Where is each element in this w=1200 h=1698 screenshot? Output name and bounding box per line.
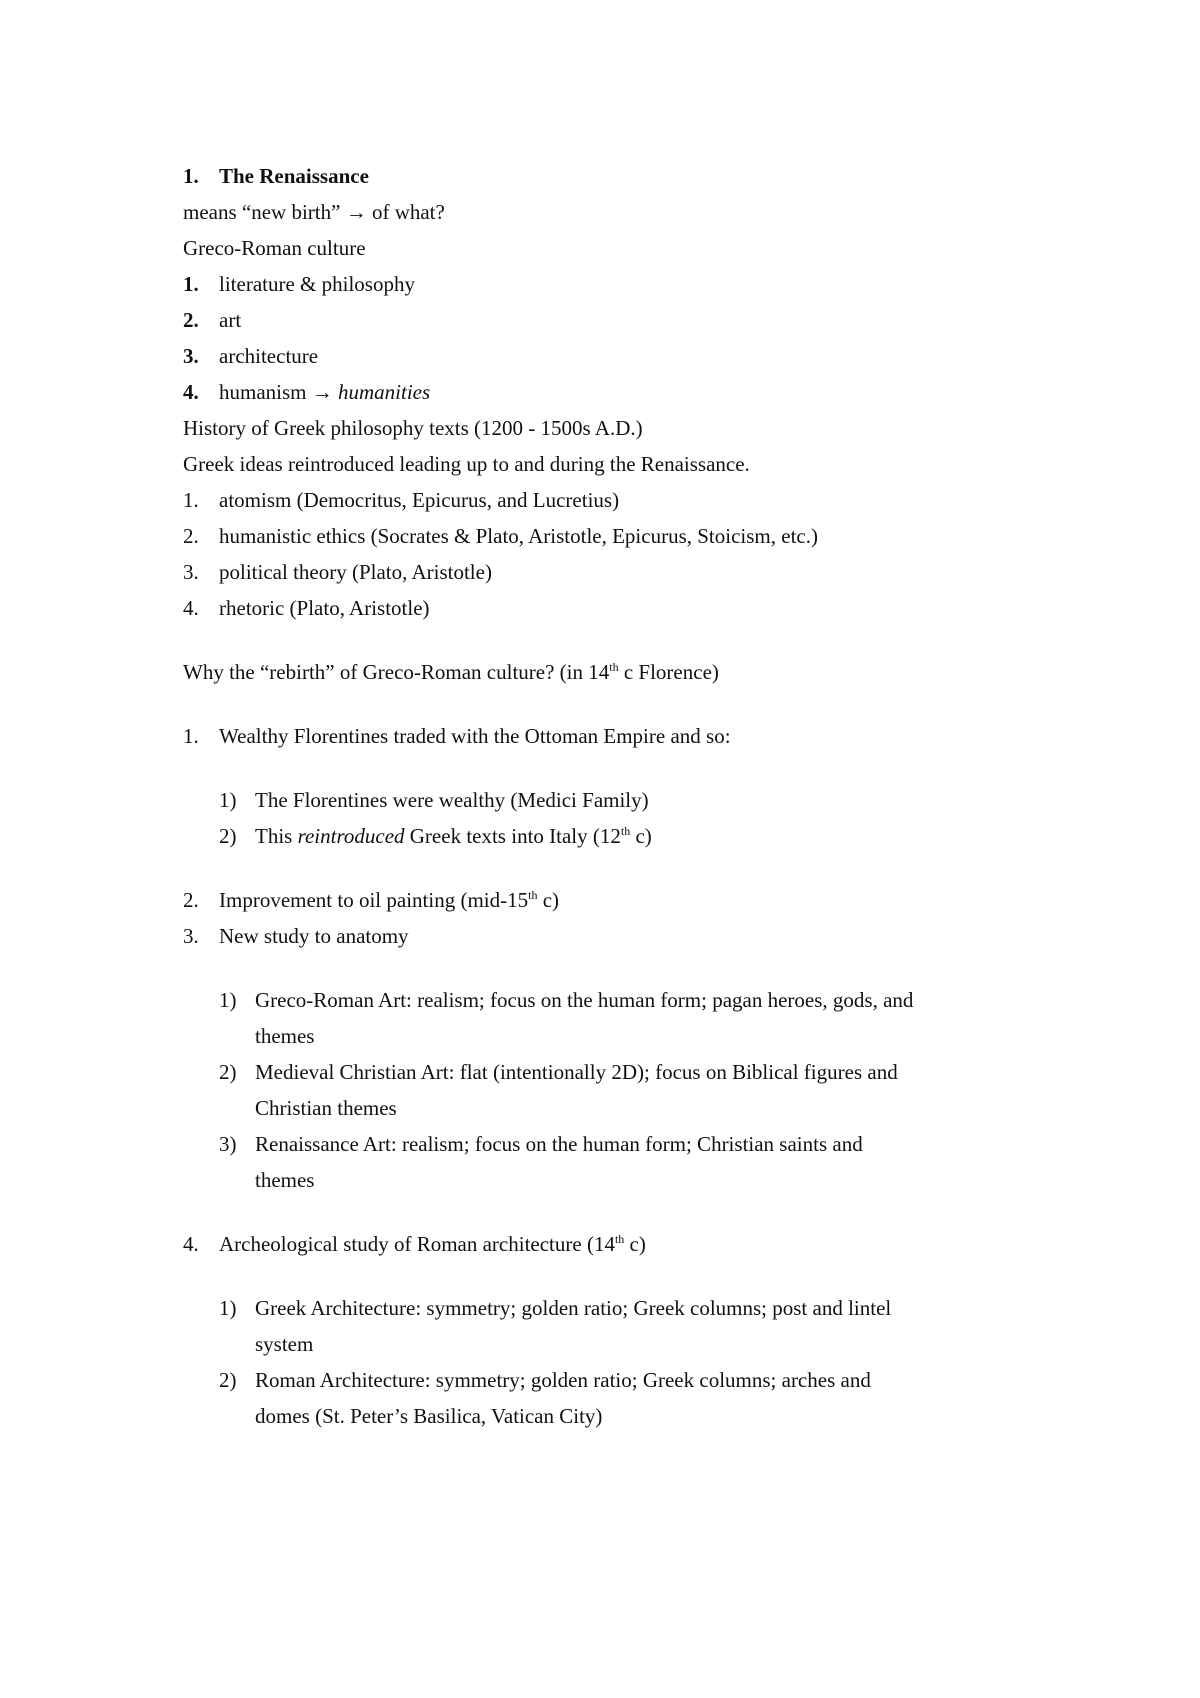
list-number: 1) — [219, 1296, 237, 1320]
ideas-heading: Greek ideas reintroduced leading up to and during the Renaissance. — [183, 452, 750, 476]
superscript: th — [614, 1232, 625, 1246]
list-text: Roman Architecture: symmetry; golden ratio; Greek columns; arches and — [255, 1368, 871, 1392]
list-number: 3) — [219, 1132, 237, 1156]
sub-list-continuation: themes — [255, 1024, 315, 1048]
list-text: c) — [630, 824, 652, 848]
list-text: Greek texts into Italy (12 — [404, 824, 621, 848]
sub-list-item — [219, 1062, 898, 1083]
list-number: 2. — [183, 308, 199, 332]
section-title — [183, 166, 369, 187]
list-text: Greek Architecture: symmetry; golden ratio; Greek columns; post and lintel — [255, 1296, 892, 1320]
list-text: c) — [624, 1232, 646, 1256]
list-item — [183, 490, 619, 511]
list-text: literature & philosophy — [219, 272, 415, 296]
intro-line-2: Greco-Roman culture — [183, 236, 366, 260]
sub-list-item — [219, 990, 913, 1011]
list-number: 1) — [219, 788, 237, 812]
list-number: 4. — [183, 380, 199, 404]
list-number: 2) — [219, 824, 237, 848]
why-text: Why the “rebirth” of Greco-Roman culture? (in 14 — [183, 660, 610, 684]
sub-list-continuation: Christian themes — [255, 1096, 397, 1120]
list-text: This — [255, 824, 298, 848]
arrow-icon: → — [311, 380, 333, 404]
superscript: th — [609, 660, 619, 674]
reason-item — [183, 1234, 646, 1255]
reason-item — [183, 890, 559, 911]
intro-text: of what? — [366, 200, 445, 224]
list-number: 3. — [183, 344, 199, 368]
list-number: 1. — [183, 488, 199, 512]
section-number: 1. — [183, 164, 199, 188]
sub-list-item — [219, 790, 649, 811]
list-emphasis: reintroduced — [297, 824, 405, 848]
superscript: th — [528, 888, 538, 902]
list-item — [183, 598, 430, 619]
sub-list-continuation: system — [255, 1332, 314, 1356]
sub-list-item — [219, 1370, 871, 1391]
sub-list-continuation: themes — [255, 1168, 315, 1192]
superscript: th — [620, 824, 631, 838]
list-text: Wealthy Florentines traded with the Ottoman Empire and so: — [219, 724, 731, 748]
list-number: 2) — [219, 1060, 237, 1084]
list-text: humanistic ethics (Socrates & Plato, Aristotle, Epicurus, Stoicism, etc.) — [219, 524, 818, 548]
list-number: 3. — [183, 560, 199, 584]
list-item — [183, 310, 241, 331]
list-text: c) — [537, 888, 560, 912]
list-number: 1. — [183, 272, 199, 296]
list-number: 2. — [183, 888, 199, 912]
list-number: 3. — [183, 924, 199, 948]
list-number: 4. — [183, 596, 199, 620]
list-item — [183, 382, 430, 403]
why-text: c Florence) — [618, 660, 719, 684]
list-text: Archeological study of Roman architecture (14 — [219, 1232, 615, 1256]
sub-list-item — [219, 1134, 863, 1155]
list-item — [183, 346, 318, 367]
list-item — [183, 562, 492, 583]
list-text: rhetoric (Plato, Aristotle) — [219, 596, 430, 620]
reason-item — [183, 926, 409, 947]
list-number: 2) — [219, 1368, 237, 1392]
list-text: art — [219, 308, 242, 332]
section-title-text: The Renaissance — [219, 164, 369, 188]
list-text: The Florentines were wealthy (Medici Family) — [255, 788, 649, 812]
history-heading: History of Greek philosophy texts (1200 - 1500s A.D.) — [183, 416, 643, 440]
reason-item — [183, 726, 731, 747]
list-number: 2. — [183, 524, 199, 548]
arrow-icon: → — [345, 200, 367, 224]
list-text: atomism (Democritus, Epicurus, and Lucretius) — [219, 488, 620, 512]
list-text: humanism — [219, 380, 312, 404]
list-text: architecture — [219, 344, 319, 368]
why-question — [183, 662, 719, 683]
list-text: New study to anatomy — [219, 924, 409, 948]
list-text: political theory (Plato, Aristotle) — [219, 560, 492, 584]
sub-list-continuation: domes (St. Peter’s Basilica, Vatican City) — [255, 1404, 603, 1428]
list-text: Greco-Roman Art: realism; focus on the human form; pagan heroes, gods, and — [255, 988, 914, 1012]
list-number: 1) — [219, 988, 237, 1012]
list-text: Renaissance Art: realism; focus on the human form; Christian saints and — [255, 1132, 863, 1156]
list-item — [183, 274, 415, 295]
list-text: Improvement to oil painting (mid-15 — [219, 888, 529, 912]
intro-text: means “new birth” — [183, 200, 346, 224]
sub-list-item — [219, 1298, 891, 1319]
list-emphasis: humanities — [338, 380, 431, 404]
sub-list-item — [219, 826, 652, 847]
intro-line-1 — [183, 202, 445, 223]
list-text: Medieval Christian Art: flat (intentionally 2D); focus on Biblical figures and — [255, 1060, 898, 1084]
list-number: 4. — [183, 1232, 199, 1256]
list-item — [183, 526, 818, 547]
list-number: 1. — [183, 724, 199, 748]
